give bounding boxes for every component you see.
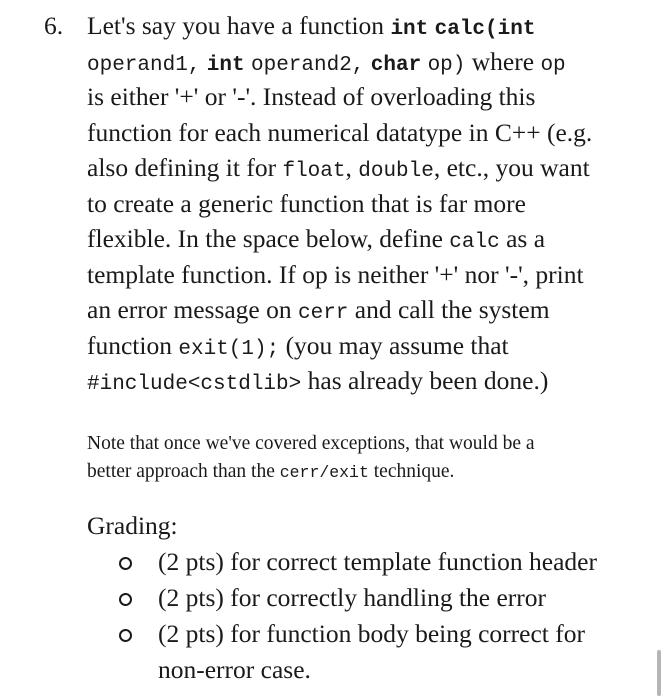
question-line: function for each numerical datatype in C++ (e.g.: [87, 117, 593, 147]
text: and call the system: [348, 295, 550, 324]
text: where: [465, 46, 541, 76]
text: , etc., you want: [433, 153, 590, 182]
text: flexible. In the space below, define: [87, 224, 450, 253]
text: Let's say you have a function: [87, 11, 391, 40]
question-line: [87, 292, 655, 328]
code-inline: double: [358, 160, 434, 183]
grading-list: [118, 544, 658, 688]
text: an error message on: [87, 295, 298, 324]
code-param: operand2,: [250, 53, 365, 77]
grading-item-text: non-error case.: [158, 655, 311, 684]
code-inline: cerr/exit: [279, 463, 369, 482]
grading-heading: Grading:: [87, 511, 178, 540]
code-param: op): [427, 53, 466, 77]
text: better approach than the: [87, 461, 280, 482]
code-inline: exit(1);: [178, 337, 280, 361]
text: (you may assume that: [279, 330, 509, 360]
question-line: [87, 150, 655, 186]
code-inline: calc: [449, 231, 500, 254]
code-keyword: int: [206, 53, 245, 77]
question-line: is either '+' or '-'. Instead of overloading this: [87, 82, 536, 111]
text: technique.: [368, 461, 455, 482]
question-line: [87, 44, 655, 80]
text: as a: [499, 224, 546, 253]
code-inline: op: [540, 53, 566, 77]
question-text: [87, 8, 655, 399]
question-line: [87, 221, 655, 257]
grading-item: [118, 580, 658, 616]
code-keyword: int: [497, 18, 536, 41]
text: function: [87, 330, 179, 360]
hollow-circle-bullet-icon: [119, 593, 132, 606]
hollow-circle-bullet-icon: [119, 629, 132, 642]
code-function-name: calc(: [434, 18, 498, 41]
code-inline: cerr: [298, 302, 349, 325]
text: ,: [345, 153, 359, 182]
text: also defining it for: [87, 153, 283, 182]
question-line: [87, 363, 655, 399]
note-line: [87, 458, 647, 486]
code-inline: float: [282, 160, 346, 183]
grading-item: [118, 544, 658, 580]
code-keyword: int: [390, 18, 429, 41]
note-line: Note that once we've covered exceptions, that would be a: [87, 433, 535, 454]
code-param: operand1,: [87, 53, 201, 77]
text: has already been done.): [301, 366, 549, 395]
hollow-circle-bullet-icon: [119, 557, 132, 570]
code-keyword: char: [370, 53, 422, 77]
vertical-scrollbar[interactable]: [657, 650, 661, 696]
grading-item-text: (2 pts) for function body being correct for: [158, 619, 585, 648]
question-line: [87, 8, 655, 44]
grading-item-text: (2 pts) for correctly handling the error: [158, 583, 547, 612]
question-line: template function. If op is neither '+' nor '-', print: [87, 259, 584, 289]
note-paragraph: [87, 430, 647, 486]
code-inline: #include<cstdlib>: [87, 373, 302, 396]
grading-item: [118, 616, 658, 688]
grading-item-text: (2 pts) for correct template function header: [158, 547, 597, 576]
question-line: [87, 328, 655, 364]
question-line: to create a generic function that is far more: [87, 188, 526, 218]
question-number: 6.: [44, 11, 64, 40]
